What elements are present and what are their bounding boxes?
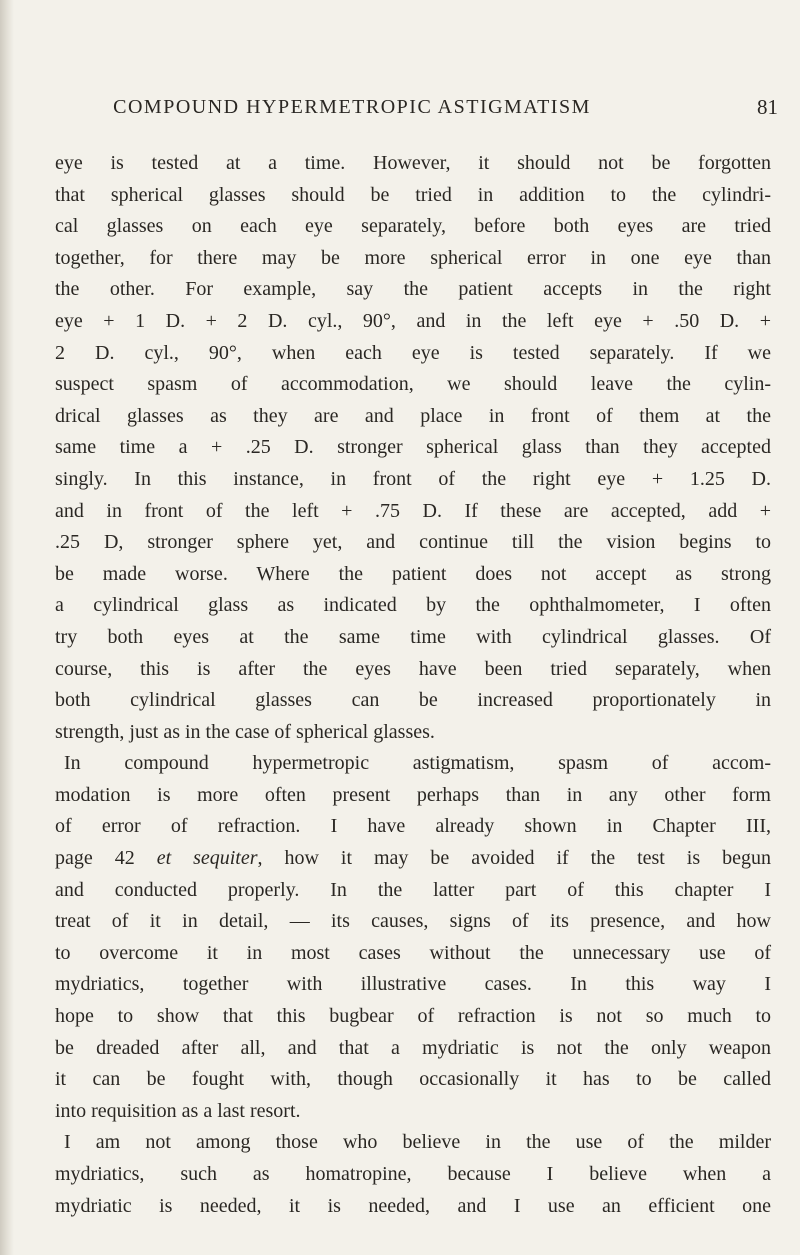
text-line: mydriatics, such as homatropine, because I believe when a [55,1163,771,1185]
text-line: that spherical glasses should be tried in addition to the cylindri- [55,183,771,206]
text-line: singly. In this instance, in front of the right eye + 1.25 D. [55,467,771,490]
page-number: 81 [757,95,778,119]
text-line: and in front of the left + .75 D. If these are accepted, add + [55,499,771,522]
text-line: mydriatics, together with illustrative cases. In this way I [55,973,771,996]
text-line: treat of it in detail, — its causes, signs of its presence, and how [55,910,771,933]
text-line: to overcome it in most cases without the unnecessary use of [55,941,771,964]
text-line [55,843,771,875]
binding-shadow [0,0,14,1255]
text-line: hope to show that this bugbear of refraction is not so much to [55,1005,771,1028]
text-line: same time a + .25 D. stronger spherical glass than they accepted [55,436,771,459]
text-line: cal glasses on each eye separately, before both eyes are tried [55,215,771,238]
text-line: modation is more often present perhaps than in any other form [55,783,771,806]
page-text [55,148,771,1222]
text-line: it can be fought with, though occasionally it has to be called [55,1068,771,1091]
text-line: course, this is after the eyes have been tried separately, when [55,657,771,680]
text-line: 2 D. cyl., 90°, when each eye is tested separately. If we [55,341,771,364]
text-run: page 42 [55,847,135,870]
running-head: COMPOUND HYPERMETROPIC ASTIGMATISM [113,96,591,118]
text-line: .25 D, stronger sphere yet, and continue till the vision begins to [55,531,771,554]
text-line: and conducted properly. In the latter part of this chapter I [55,878,771,901]
page-header [62,92,782,122]
text-line: together, for there may be more spherical error in one eye than [55,246,771,269]
text-line: strength, just as in the case of spherical glasses. [55,720,435,743]
text-line: suspect spasm of accommodation, we should leave the cylin- [55,373,771,396]
text-line: of error of refraction. I have already shown in Chapter III, [55,815,771,838]
text-line: eye + 1 D. + 2 D. cyl., 90°, and in the left eye + .50 D. + [55,309,771,332]
text-line: be dreaded after all, and that a mydriatic is not the only weapon [55,1036,771,1059]
text-line: a cylindrical glass as indicated by the ophthalmometer, I often [55,594,771,617]
text-line: drical glasses as they are and place in front of them at the [55,404,771,427]
text-run: , how it may be avoided if the test is begun [257,847,771,870]
text-line: eye is tested at a time. However, it should not be forgotten [55,152,771,174]
latin-phrase: et sequiter [156,847,258,870]
text-line: I am not among those who believe in the use of the milder [64,1131,771,1154]
text-line: into requisition as a last resort. [55,1099,301,1122]
text-line: try both eyes at the same time with cylindrical glasses. Of [55,625,771,648]
text-line: In compound hypermetropic astigmatism, spasm of accom- [64,752,771,775]
text-line: mydriatic is needed, it is needed, and I use an efficient one [55,1194,771,1217]
text-line: the other. For example, say the patient accepts in the right [55,278,771,301]
text-line: both cylindrical glasses can be increased proportionately in [55,689,771,712]
text-line: be made worse. Where the patient does not accept as strong [55,562,771,585]
